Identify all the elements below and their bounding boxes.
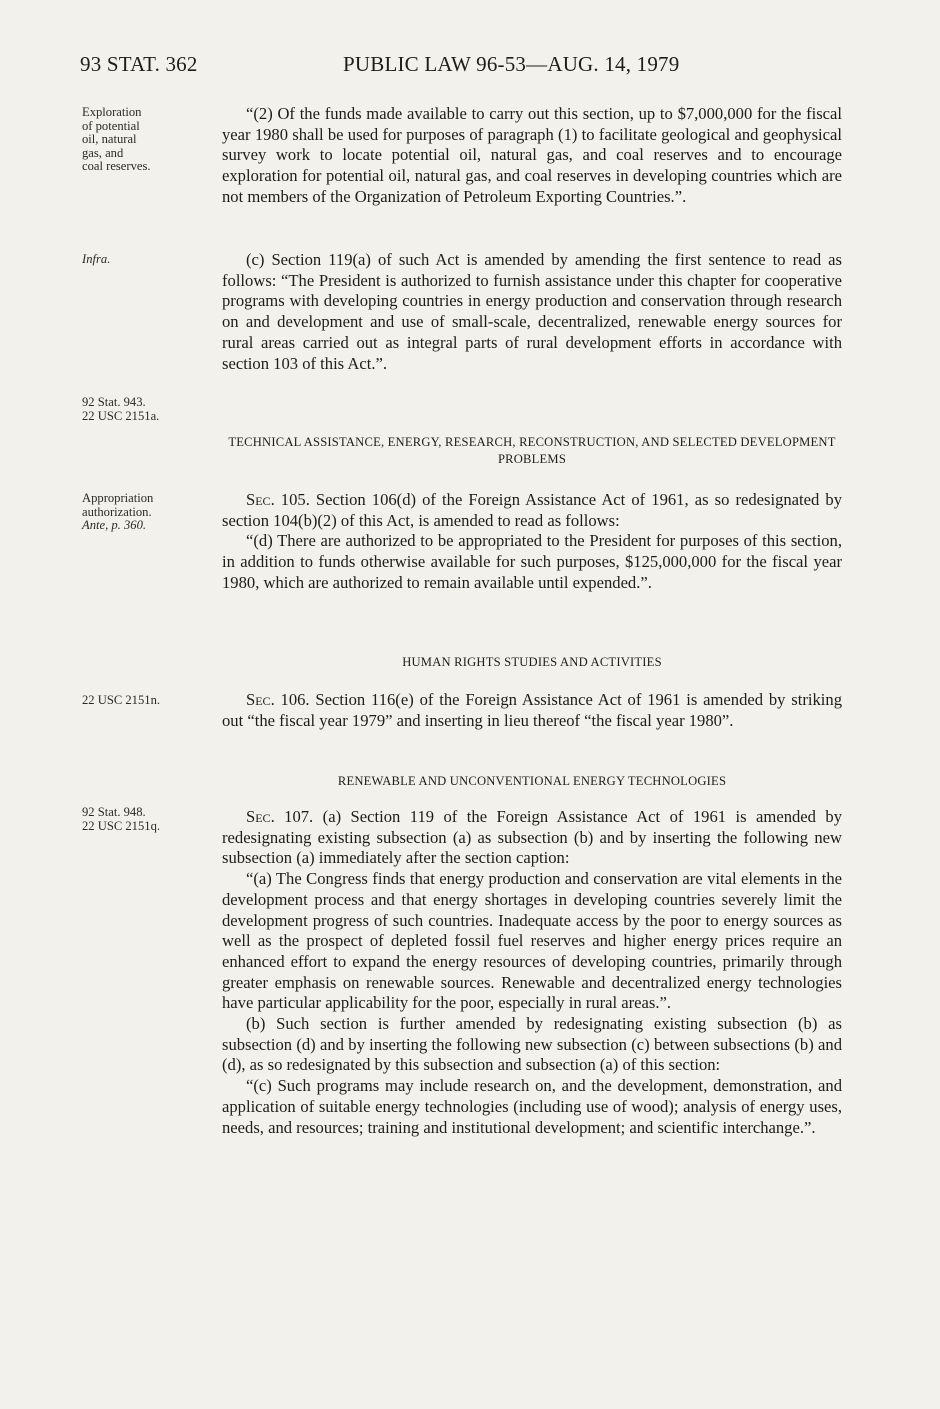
margin-note-line: 92 Stat. 943. xyxy=(82,395,146,409)
heading-technical-assistance: TECHNICAL ASSISTANCE, ENERGY, RESEARCH, RECONSTRUCTION, AND SELECTED DEVELOPMENT PROBLEMS xyxy=(228,435,836,466)
block-paragraph-c xyxy=(222,250,842,374)
block-section-105 xyxy=(222,490,842,594)
page-header xyxy=(80,52,860,92)
margin-note-line: authorization. xyxy=(82,504,152,519)
section-105-label: Sec. 105. xyxy=(246,490,310,509)
stat-page-number: 93 STAT. 362 xyxy=(80,52,198,76)
section-107-a-body: (a) Section 119 of the Foreign Assistance Act of 1961 is amended by redesignating existing subsection (a) as subsection (b) and by inserting the following new subsection (a) immediately after the section caption: xyxy=(222,807,842,868)
margin-note-line: oil, natural xyxy=(82,132,137,146)
heading-renewable-energy: RENEWABLE AND UNCONVENTIONAL ENERGY TECHNOLOGIES xyxy=(337,774,727,788)
margin-note-line: of potential xyxy=(82,118,140,133)
margin-note-line: coal reserves. xyxy=(82,159,151,173)
margin-note-line: 22 USC 2151q. xyxy=(82,818,161,833)
margin-note-92-stat-943 xyxy=(82,396,200,423)
section-105-subsection-d: “(d) There are authorized to be appropriated to the President for purposes of this section, in addition to funds otherwise available for such purposes, $125,000,000 for the fiscal year 1980, which are authorized to remain available until expended.”. xyxy=(222,531,842,592)
section-107-b-text: (b) Such section is further amended by redesignating existing subsection (b) as subsection (d) and by inserting the following new subsection (c) between subsections (b) and (d), as so redesignated by this subsection and subsection (a) of this section: xyxy=(222,1014,842,1075)
margin-note-line: gas, and xyxy=(82,145,124,160)
paragraph-2-text: “(2) Of the funds made available to carry out this section, up to $7,000,000 for the fiscal year 1980 shall be used for purposes of paragraph (1) to facilitate geological and geophysical survey work to locate potential oil, natural gas, and coal reserves and to encourage exploration for potential oil, natural gas, and coal reserves in developing countries which are not members of the Organization of Petroleum Exporting Countries.”. xyxy=(222,104,842,206)
section-107-a-quote: “(a) The Congress finds that energy production and conservation are vital elements in the development process and that energy shortages in developing countries severely limit the development progress of such countries. Inadequate access by the poor to energy sources as well as the prospect of depleted fossil fuel reserves and higher energy prices require an enhanced effort to expand the energy resources of developing countries, primarily through greater emphasis on renewable sources. Renewable and decentralized energy technologies have particular applicability for the poor, especially in rural areas.”. xyxy=(222,869,842,1013)
block-section-106 xyxy=(222,690,842,731)
block-paragraph-2 xyxy=(222,104,842,208)
paragraph-c-text: (c) Section 119(a) of such Act is amended by amending the first sentence to read as follows: “The President is authorized to furnish assistance under this chapter for cooperative programs with developing countries in energy production and conservation through research on and development and use of small-scale, decentralized, renewable energy sources for rural areas carried out as integral parts of rural development efforts in accordance with section 103 of this Act.”. xyxy=(222,250,842,373)
margin-note-line: 92 Stat. 948. xyxy=(82,805,146,819)
section-107-label: Sec. 107. xyxy=(246,807,314,826)
margin-note-ante: Ante, p. 360. xyxy=(82,518,147,532)
heading-human-rights: HUMAN RIGHTS STUDIES AND ACTIVITIES xyxy=(402,655,662,669)
margin-note-line: 22 USC 2151a. xyxy=(82,408,160,423)
public-law-title: PUBLIC LAW 96-53—AUG. 14, 1979 xyxy=(343,52,680,76)
section-107-c-quote: “(c) Such programs may include research on, and the development, demonstration, and application of suitable energy technologies (including use of wood); analysis of energy uses, needs, and resources; training and institutional development; and scientific interchange.”. xyxy=(222,1076,842,1137)
section-105-body: Section 106(d) of the Foreign Assistance Act of 1961, as so redesignated by section 104(b)(2) of this Act, is amended to read as follows: xyxy=(222,490,842,530)
margin-note-line: Exploration xyxy=(82,105,142,119)
section-106-body: Section 116(e) of the Foreign Assistance Act of 1961 is amended by striking out “the fiscal year 1979” and inserting in lieu thereof “the fiscal year 1980”. xyxy=(222,690,842,730)
section-106-label: Sec. 106. xyxy=(246,690,310,709)
section-105-text xyxy=(222,490,842,531)
section-106-text xyxy=(222,690,842,731)
block-section-107 xyxy=(222,807,842,1138)
margin-note-exploration xyxy=(82,106,200,174)
margin-note-line: Appropriation xyxy=(82,491,154,505)
margin-note-22-usc-2151n: 22 USC 2151n. xyxy=(82,693,161,707)
margin-note-appropriation xyxy=(82,492,200,533)
margin-note-infra: Infra. xyxy=(82,252,111,266)
section-107-a-text xyxy=(222,807,842,869)
margin-note-92-stat-948 xyxy=(82,806,200,833)
